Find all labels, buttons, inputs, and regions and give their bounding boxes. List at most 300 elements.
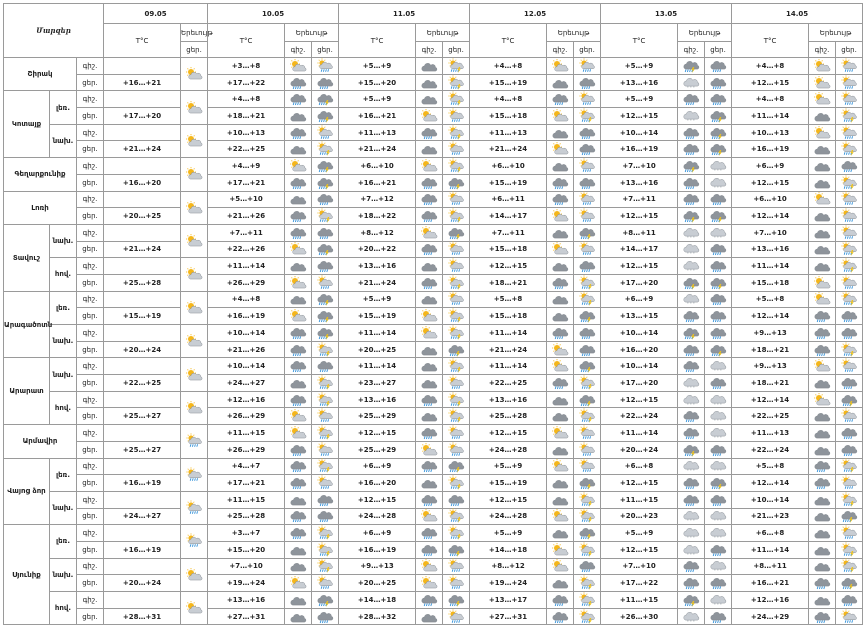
temperature-value: +7…+10 — [601, 158, 678, 175]
date-header: 13.05 — [601, 4, 732, 24]
weather-icon-cell — [285, 425, 312, 442]
sun-cloud-rain-icon — [840, 610, 858, 624]
cloud-storm-icon — [709, 343, 727, 357]
temperature-value: +14…+18 — [339, 592, 416, 609]
cloud-rain-icon — [840, 443, 858, 457]
temperature-value: +5…+9 — [339, 58, 416, 75]
weather-icon-cell — [416, 74, 443, 91]
weather-icon-cell — [443, 575, 470, 592]
weather-icon-cell — [416, 108, 443, 125]
cloud-snow-icon — [682, 376, 700, 390]
temperature-value: +12…+15 — [470, 425, 547, 442]
temperature-value: +11…+14 — [470, 358, 547, 375]
table-row — [4, 325, 863, 342]
cloud-rain-icon — [578, 259, 596, 273]
temp-column-header: T°C — [208, 24, 285, 58]
cloud-icon — [420, 476, 438, 490]
cloud-rain-icon — [682, 176, 700, 190]
zone-label: լեռ. — [50, 91, 77, 124]
cloud-rain-icon — [709, 242, 727, 256]
temperature-value: +12…+15 — [601, 258, 678, 275]
sun-cloud-icon — [551, 343, 569, 357]
weather-icon-cell — [416, 124, 443, 141]
cloud-snow-icon — [682, 242, 700, 256]
cloud-snow-icon — [709, 526, 727, 540]
weather-icon-cell — [443, 558, 470, 575]
cloud-rain-icon — [289, 343, 307, 357]
sun-cloud-rain-icon — [840, 409, 858, 423]
temperature-value: +18…+21 — [732, 375, 809, 392]
cloud-icon — [813, 142, 831, 156]
weather-icon-cell — [678, 174, 705, 191]
night-subheader: գիշ. — [285, 42, 312, 58]
weather-icon-cell — [809, 325, 836, 342]
temperature-value: +5…+9 — [339, 291, 416, 308]
cloud-snow-icon — [682, 610, 700, 624]
cloud-rain-icon — [813, 326, 831, 340]
svg-text:*: * — [714, 418, 716, 423]
temperature-value: +6…+9 — [339, 525, 416, 542]
weather-icon-cell — [312, 274, 339, 291]
cloud-rain-icon — [840, 326, 858, 340]
weather-icon-cell — [443, 274, 470, 291]
temperature-value: +15…+18 — [470, 308, 547, 325]
cloud-snow-icon — [709, 393, 727, 407]
cloud-storm-icon — [316, 326, 334, 340]
weather-icon-cell — [705, 158, 732, 175]
cloud-storm-icon — [682, 326, 700, 340]
weather-icon-cell — [285, 208, 312, 225]
weather-icon-cell — [416, 191, 443, 208]
cloud-icon — [813, 376, 831, 390]
weather-icon-cell — [547, 608, 574, 625]
cloud-storm-icon — [709, 142, 727, 156]
sun-cloud-icon — [813, 393, 831, 407]
night-subheader: գիշ. — [678, 42, 705, 58]
cloud-snow-icon — [682, 76, 700, 90]
table-row — [4, 158, 863, 175]
weather-icon-cell — [705, 108, 732, 125]
temperature-value: +12…+15 — [601, 475, 678, 492]
cloud-storm-icon — [840, 393, 858, 407]
svg-text:*: * — [714, 535, 716, 540]
cloud-rain-icon — [289, 359, 307, 373]
weather-icon-cell — [416, 358, 443, 375]
zone-label: նախ. — [50, 124, 77, 157]
temperature-value: +24…+27 — [104, 508, 181, 525]
zone-label: նախ. — [50, 224, 77, 257]
weather-icon-cell — [836, 525, 863, 542]
weather-icon-cell — [416, 458, 443, 475]
weather-icon-cell — [574, 491, 601, 508]
weather-icon-cell — [416, 158, 443, 175]
weather-icon-cell — [416, 441, 443, 458]
weather-icon-cell — [678, 541, 705, 558]
svg-text:*: * — [714, 402, 716, 407]
temperature-value: +10…+14 — [732, 491, 809, 508]
weather-icon-cell — [705, 291, 732, 308]
svg-text:*: * — [714, 435, 716, 440]
weather-icon-cell — [678, 375, 705, 392]
weather-icon-cell — [416, 475, 443, 492]
cloud-rain-icon — [420, 126, 438, 140]
cloud-rain-icon — [420, 426, 438, 440]
svg-text:*: * — [720, 235, 722, 240]
temperature-value: +14…+18 — [470, 541, 547, 558]
temperature-value: +9…+13 — [732, 358, 809, 375]
weather-icon-cell — [181, 491, 208, 524]
cloud-snow-icon — [682, 393, 700, 407]
cloud-snow-icon — [682, 526, 700, 540]
cloud-rain-icon — [316, 509, 334, 523]
temperature-value: +13…+16 — [601, 174, 678, 191]
temperature-value: +25…+27 — [104, 408, 181, 425]
cloud-snow-icon — [682, 226, 700, 240]
weather-icon-cell — [836, 274, 863, 291]
time-of-day-label: գիշ. — [77, 358, 104, 375]
weather-icon-cell — [312, 325, 339, 342]
zone-label: նախ. — [50, 325, 77, 358]
temperature-value: +20…+24 — [601, 441, 678, 458]
cloud-rain-icon — [316, 610, 334, 624]
temperature-value: +9…+13 — [732, 325, 809, 342]
svg-text:*: * — [693, 251, 695, 256]
weather-icon-cell — [574, 58, 601, 75]
cloud-rain-icon — [289, 509, 307, 523]
time-of-day-label: ցեր. — [77, 508, 104, 525]
weather-icon-cell — [443, 508, 470, 525]
temperature-value: +12…+15 — [732, 174, 809, 191]
temperature-value: +7…+11 — [470, 224, 547, 241]
sun-cloud-icon — [551, 142, 569, 156]
time-of-day-label: գիշ. — [77, 558, 104, 575]
temp-column-header: T°C — [470, 24, 547, 58]
weather-icon-cell — [574, 375, 601, 392]
sun-cloud-storm-icon — [447, 92, 465, 106]
sun-cloud-icon — [551, 509, 569, 523]
svg-text:*: * — [693, 301, 695, 306]
sun-cloud-icon — [813, 192, 831, 206]
temperature-value — [104, 558, 181, 575]
sun-cloud-storm-icon — [316, 426, 334, 440]
weather-icon-cell — [809, 441, 836, 458]
weather-icon-cell — [181, 124, 208, 157]
cloud-icon — [813, 593, 831, 607]
sun-cloud-icon — [551, 242, 569, 256]
temperature-value: +28…+31 — [104, 608, 181, 625]
svg-text:*: * — [693, 268, 695, 273]
weather-icon-cell — [678, 108, 705, 125]
temperature-value: +12…+16 — [208, 391, 285, 408]
cloud-rain-icon — [551, 192, 569, 206]
weather-icon-cell — [705, 308, 732, 325]
weather-icon-cell — [181, 224, 208, 257]
weather-icon-cell — [678, 158, 705, 175]
sun-cloud-icon — [420, 109, 438, 123]
cloud-icon — [813, 409, 831, 423]
sun-cloud-storm-icon — [840, 559, 858, 573]
cloud-rain-icon — [316, 359, 334, 373]
weather-icon-cell — [443, 224, 470, 241]
svg-text:*: * — [687, 251, 689, 256]
cloud-rain-icon — [420, 543, 438, 557]
weather-icon-cell — [678, 241, 705, 258]
svg-text:*: * — [687, 552, 689, 557]
sun-cloud-storm-icon — [840, 543, 858, 557]
weather-icon-cell — [836, 74, 863, 91]
weather-icon-cell — [705, 224, 732, 241]
temperature-value: +16…+19 — [104, 475, 181, 492]
temperature-value: +26…+29 — [208, 274, 285, 291]
weather-icon-cell — [312, 558, 339, 575]
cloud-rain-icon — [813, 459, 831, 473]
sun-cloud-icon — [289, 309, 307, 323]
weather-icon-cell — [416, 58, 443, 75]
cloud-rain-icon — [289, 326, 307, 340]
cloud-icon — [551, 226, 569, 240]
sun-cloud-rain-icon — [316, 443, 334, 457]
cloud-rain-icon — [551, 326, 569, 340]
temperature-value: +13…+16 — [470, 391, 547, 408]
weather-icon-cell — [836, 124, 863, 141]
cloud-rain-icon — [420, 459, 438, 473]
weather-icon-cell — [574, 592, 601, 609]
weather-icon-cell — [312, 258, 339, 275]
temperature-value: +13…+16 — [208, 592, 285, 609]
sun-cloud-icon — [289, 242, 307, 256]
sun-cloud-icon — [420, 159, 438, 173]
cloud-storm-icon — [316, 92, 334, 106]
weather-icon-cell — [836, 174, 863, 191]
weather-icon-cell — [547, 58, 574, 75]
cloud-storm-icon — [709, 209, 727, 223]
svg-text:*: * — [720, 518, 722, 523]
weather-icon-cell — [181, 558, 208, 591]
svg-text:*: * — [717, 185, 719, 190]
weather-icon-cell — [705, 408, 732, 425]
cloud-icon — [289, 376, 307, 390]
time-of-day-label: ցեր. — [77, 241, 104, 258]
cloud-rain-icon — [682, 142, 700, 156]
temperature-value: +15…+19 — [470, 475, 547, 492]
weather-icon-cell — [312, 74, 339, 91]
weather-icon-cell — [443, 74, 470, 91]
temperature-value — [104, 325, 181, 342]
time-of-day-label: ցեր. — [77, 408, 104, 425]
weather-icon-cell — [678, 308, 705, 325]
weather-icon-cell — [836, 425, 863, 442]
temperature-value: +22…+24 — [601, 408, 678, 425]
temperature-value: +21…+24 — [104, 141, 181, 158]
cloud-rain-icon — [578, 142, 596, 156]
sun-cloud-storm-icon — [578, 576, 596, 590]
weather-icon-cell — [678, 458, 705, 475]
region-name: Արագածոտն — [4, 291, 50, 358]
time-of-day-label: գիշ. — [77, 425, 104, 442]
weather-icon-cell — [705, 608, 732, 625]
temperature-value: +12…+15 — [601, 108, 678, 125]
temperature-value — [104, 91, 181, 108]
weather-icon-cell — [574, 224, 601, 241]
day-subheader: ցեր. — [312, 42, 339, 58]
day-subheader: ցեր. — [181, 42, 208, 58]
cloud-rain-icon — [289, 226, 307, 240]
weather-icon-cell — [312, 91, 339, 108]
cloud-icon — [813, 259, 831, 273]
temperature-value: +8…+11 — [732, 558, 809, 575]
sun-cloud-icon — [289, 159, 307, 173]
temperature-value: +6…+9 — [339, 458, 416, 475]
time-of-day-label: գիշ. — [77, 158, 104, 175]
svg-text:*: * — [690, 85, 692, 90]
weather-icon-cell — [312, 241, 339, 258]
svg-text:*: * — [717, 535, 719, 540]
weather-icon-cell — [285, 91, 312, 108]
temperature-value: +6…+11 — [470, 191, 547, 208]
svg-text:*: * — [717, 518, 719, 523]
zone-label: նախ. — [50, 558, 77, 591]
cloud-rain-icon — [551, 376, 569, 390]
weather-icon-cell — [574, 191, 601, 208]
svg-text:*: * — [714, 185, 716, 190]
svg-text:*: * — [720, 418, 722, 423]
weather-icon-cell — [181, 258, 208, 291]
weather-icon-cell — [574, 425, 601, 442]
svg-text:*: * — [717, 235, 719, 240]
weather-icon-cell — [312, 575, 339, 592]
temperature-value: +16…+20 — [104, 174, 181, 191]
cloud-icon — [551, 159, 569, 173]
cloud-icon — [289, 142, 307, 156]
weather-icon-cell — [416, 525, 443, 542]
weather-icon-cell — [574, 541, 601, 558]
weather-icon-cell — [574, 74, 601, 91]
weather-icon-cell — [809, 258, 836, 275]
sun-cloud-rain-icon — [185, 468, 203, 482]
sun-cloud-storm-icon — [316, 543, 334, 557]
temperature-value: +7…+11 — [208, 224, 285, 241]
weather-icon-cell — [678, 141, 705, 158]
svg-text:*: * — [714, 368, 716, 373]
sun-cloud-storm-icon — [447, 393, 465, 407]
weather-icon-cell — [678, 91, 705, 108]
weather-icon-cell — [312, 408, 339, 425]
temperature-value: +13…+16 — [601, 74, 678, 91]
weather-icon-cell — [181, 325, 208, 358]
weather-icon-cell — [181, 291, 208, 324]
weather-icon-cell — [181, 91, 208, 124]
cloud-storm-icon — [316, 292, 334, 306]
weather-icon-cell — [547, 141, 574, 158]
cloud-icon — [551, 126, 569, 140]
table-row — [4, 291, 863, 308]
weather-icon-cell — [285, 475, 312, 492]
weather-icon-cell — [705, 58, 732, 75]
temperature-value: +10…+13 — [732, 124, 809, 141]
weather-icon-cell — [809, 74, 836, 91]
sun-cloud-rain-icon — [447, 292, 465, 306]
time-of-day-label: գիշ. — [77, 291, 104, 308]
cloud-rain-icon — [709, 576, 727, 590]
weather-icon-cell — [547, 224, 574, 241]
weather-icon-cell — [547, 375, 574, 392]
time-of-day-label: գիշ. — [77, 91, 104, 108]
weather-icon-cell — [443, 441, 470, 458]
phenomena-column-header: Երեւույթ — [809, 24, 863, 42]
weather-icon-cell — [285, 158, 312, 175]
weather-icon-cell — [705, 458, 732, 475]
table-row — [4, 208, 863, 225]
temperature-value: +27…+31 — [208, 608, 285, 625]
sun-cloud-rain-icon — [447, 192, 465, 206]
temperature-value: +16…+21 — [104, 74, 181, 91]
weather-icon-cell — [705, 124, 732, 141]
temperature-value: +15…+20 — [208, 541, 285, 558]
cloud-storm-icon — [682, 159, 700, 173]
temperature-value: +16…+21 — [339, 108, 416, 125]
temperature-value: +11…+14 — [339, 358, 416, 375]
temperature-value: +15…+19 — [339, 308, 416, 325]
zone-label: հով. — [50, 592, 77, 625]
cloud-rain-icon — [289, 443, 307, 457]
weather-icon-cell — [312, 475, 339, 492]
table-row — [4, 124, 863, 141]
cloud-icon — [813, 159, 831, 173]
cloud-icon — [813, 426, 831, 440]
temperature-value: +3…+7 — [208, 525, 285, 542]
temperature-value: +5…+9 — [339, 91, 416, 108]
time-of-day-label: ցեր. — [77, 141, 104, 158]
weather-icon-cell — [547, 308, 574, 325]
region-name: Տավուշ — [4, 224, 50, 291]
temperature-value — [104, 258, 181, 275]
cloud-rain-icon — [709, 92, 727, 106]
sun-cloud-icon — [551, 59, 569, 73]
temperature-value: +17…+20 — [601, 274, 678, 291]
night-subheader: գիշ. — [809, 42, 836, 58]
weather-icon-cell — [809, 58, 836, 75]
weather-icon-cell — [574, 575, 601, 592]
svg-text:*: * — [690, 535, 692, 540]
region-name: Կոտայք — [4, 91, 50, 158]
sun-cloud-icon — [551, 209, 569, 223]
temperature-value: +11…+13 — [732, 425, 809, 442]
weather-icon-cell — [678, 575, 705, 592]
cloud-storm-icon — [447, 176, 465, 190]
temperature-value: +14…+17 — [601, 241, 678, 258]
svg-text:*: * — [690, 301, 692, 306]
weather-icon-cell — [809, 174, 836, 191]
temperature-value: +26…+29 — [208, 408, 285, 425]
temperature-value: +12…+15 — [339, 425, 416, 442]
cloud-snow-icon — [682, 459, 700, 473]
sun-cloud-rain-icon — [578, 443, 596, 457]
weather-icon-cell — [678, 224, 705, 241]
temperature-value: +22…+26 — [208, 241, 285, 258]
sun-cloud-icon — [551, 559, 569, 573]
sun-cloud-rain-icon — [447, 576, 465, 590]
time-of-day-label: ցեր. — [77, 375, 104, 392]
sun-cloud-rain-icon — [447, 559, 465, 573]
sun-cloud-rain-icon — [578, 59, 596, 73]
temperature-value: +21…+24 — [339, 141, 416, 158]
cloud-rain-icon — [420, 209, 438, 223]
cloud-storm-icon — [447, 543, 465, 557]
weather-icon-cell — [809, 408, 836, 425]
temperature-value: +6…+10 — [470, 158, 547, 175]
weather-icon-cell — [809, 208, 836, 225]
temperature-value: +7…+12 — [339, 191, 416, 208]
